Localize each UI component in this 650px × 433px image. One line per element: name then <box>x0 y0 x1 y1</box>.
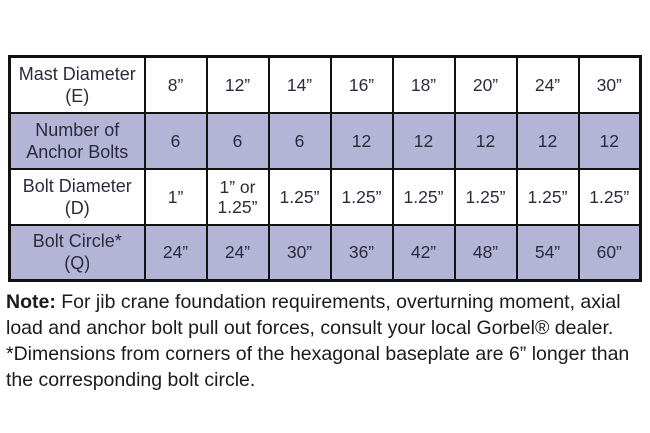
spec-cell: 1” <box>145 169 207 225</box>
note-bold-prefix: Note: <box>6 291 56 313</box>
spec-cell: 6 <box>207 113 269 169</box>
spec-cell: 30” <box>269 225 331 281</box>
spec-cell: 1.25” <box>517 169 579 225</box>
table-row-bolt-circle <box>10 225 641 281</box>
note-line-1 <box>6 289 650 315</box>
spec-cell: 6 <box>145 113 207 169</box>
spec-table <box>8 55 642 282</box>
spec-cell: 8” <box>145 57 207 113</box>
spec-cell: 12 <box>579 113 641 169</box>
row-label-line: Bolt Circle* <box>32 231 122 252</box>
spec-cell: 1.25” <box>579 169 641 225</box>
spec-cell: 60” <box>579 225 641 281</box>
spec-cell: 42” <box>393 225 455 281</box>
note-line-4: the corresponding bolt circle. <box>6 369 256 391</box>
table-row-anchor-bolts <box>10 113 641 169</box>
row-label-subline: (E) <box>65 85 90 106</box>
spec-cell: 20” <box>455 57 517 113</box>
spec-cell: 24” <box>145 225 207 281</box>
spec-cell: 12 <box>331 113 393 169</box>
spec-cell: 1.25” <box>269 169 331 225</box>
row-label-mast-diameter <box>10 57 145 113</box>
spec-cell: 54” <box>517 225 579 281</box>
row-label-line: Number of <box>35 119 120 140</box>
spec-cell: 1.25” <box>393 169 455 225</box>
spec-cell: 18” <box>393 57 455 113</box>
spec-cell: 6 <box>269 113 331 169</box>
row-label-subline: (Q) <box>64 253 91 274</box>
note-line-3: *Dimensions from corners of the hexagonal baseplate are 6” longer than <box>6 343 630 365</box>
row-label-line: Bolt Diameter <box>22 175 132 196</box>
spec-cell: 30” <box>579 57 641 113</box>
spec-cell: 12 <box>455 113 517 169</box>
row-label-bolt-diameter <box>10 169 145 225</box>
spec-cell: 36” <box>331 225 393 281</box>
spec-cell: 1.25” <box>455 169 517 225</box>
note-line-1-text: For jib crane foundation requirements, overturning moment, axial <box>55 291 621 313</box>
spec-cell: 14” <box>269 57 331 113</box>
row-label-subline: Anchor Bolts <box>26 141 129 162</box>
row-label-bolt-circle <box>10 225 145 281</box>
spec-cell: 24” <box>517 57 579 113</box>
table-row-bolt-diameter <box>10 169 641 225</box>
row-label-anchor-bolts <box>10 113 145 169</box>
row-label-subline: (D) <box>64 197 90 218</box>
footnote <box>6 289 650 393</box>
spec-cell: 48” <box>455 225 517 281</box>
spec-cell: 12” <box>207 57 269 113</box>
spec-cell: 1.25” <box>331 169 393 225</box>
spec-cell: 1” or 1.25” <box>207 169 269 225</box>
spec-cell: 12 <box>393 113 455 169</box>
spec-cell: 24” <box>207 225 269 281</box>
spec-cell: 16” <box>331 57 393 113</box>
table-row-mast-diameter <box>10 57 641 113</box>
note-line-2: load and anchor bolt pull out forces, consult your local Gorbel® dealer. <box>6 317 614 339</box>
row-label-line: Mast Diameter <box>18 63 136 84</box>
spec-cell: 12 <box>517 113 579 169</box>
